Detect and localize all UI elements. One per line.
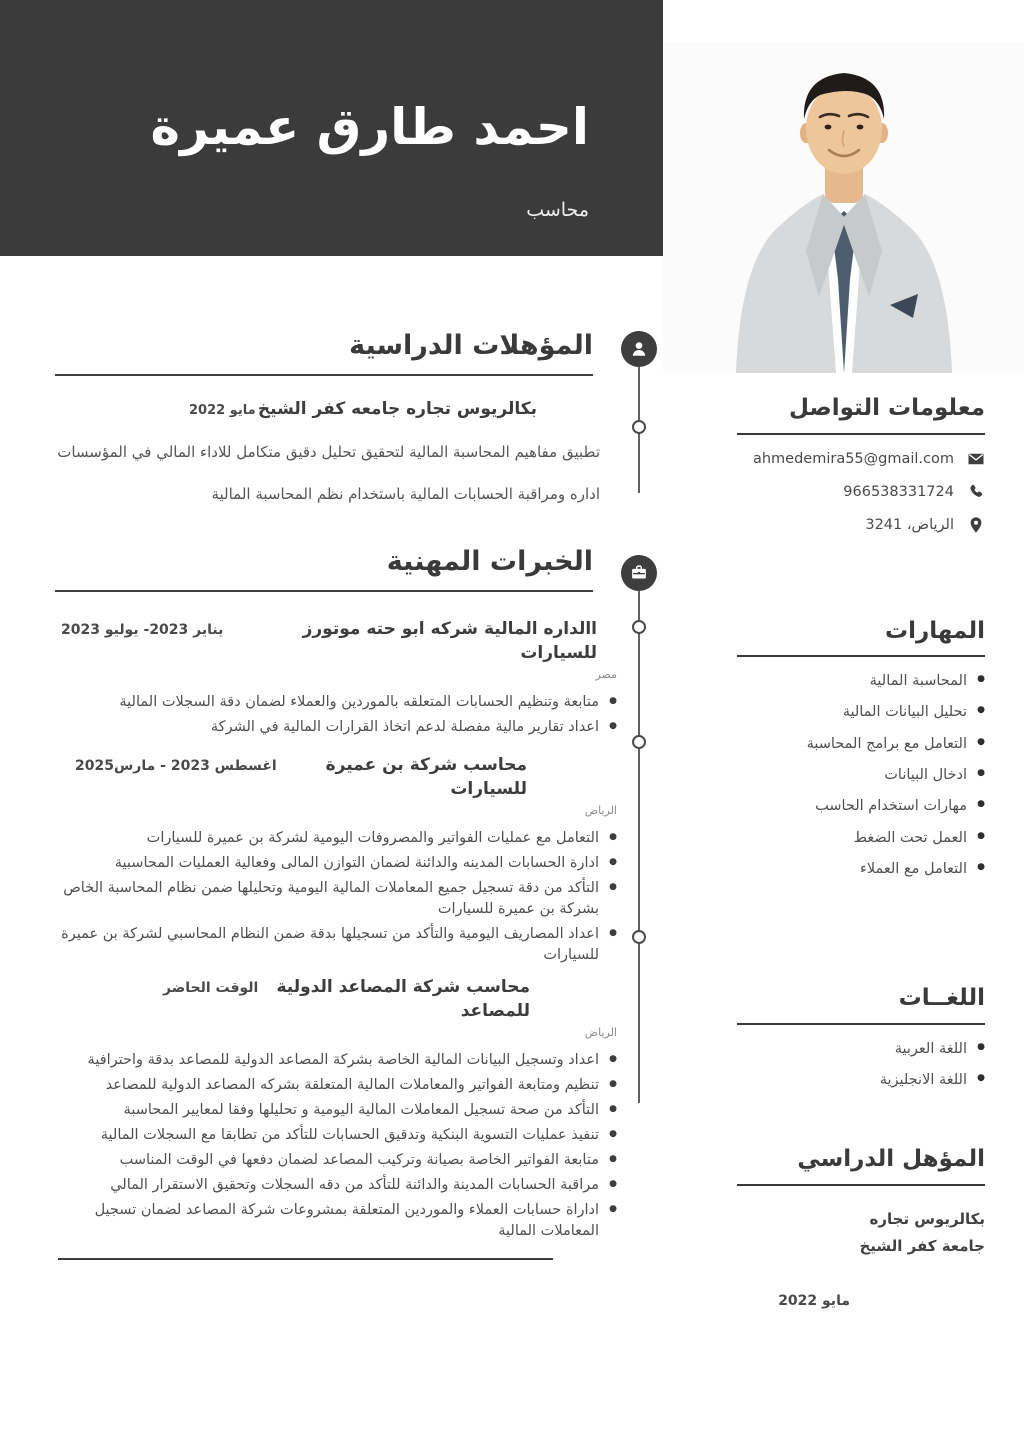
- contact-list: [737, 450, 985, 534]
- main-column: [55, 330, 617, 1260]
- sidebar-university: جامعة كفر الشيخ: [859, 1236, 985, 1255]
- sidebar-education-date: مايو 2022: [778, 1293, 850, 1310]
- job-bullet-list: [55, 828, 617, 966]
- header-text-block: [151, 100, 589, 221]
- sidebar-title-contact: معلومات التواصل: [737, 395, 985, 435]
- timeline-dot-job-3: [632, 930, 646, 944]
- job-bullet: ● تنظيم ومتابعة الفواتير والمعاملات المالية المتعلقة بشركه المصاعد الدولية للمصاعد: [55, 1075, 617, 1096]
- language-item: ● اللغة الانجليزية: [737, 1070, 985, 1090]
- job-bullet: ● تنفيذ عمليات التسوية البنكية وتدقيق الحسابات للتأكد من تطابقا مع السجلات المالية: [55, 1125, 617, 1146]
- degree-date: مايو 2022: [189, 403, 256, 419]
- map-pin-icon: [967, 516, 985, 534]
- section-title-education: المؤهلات الدراسية: [55, 330, 593, 376]
- skill-item: ● المحاسبة المالية: [737, 671, 985, 691]
- sidebar: [737, 395, 985, 1309]
- job-header-row: [55, 618, 617, 666]
- education-detail: تطبيق مفاهيم المحاسبة المالية لتحقيق تحليل دقيق متكامل للاداء المالي في المؤسسات: [57, 443, 600, 462]
- contact-email: ahmedemira55@gmail.com: [752, 450, 954, 467]
- skill-item: ● العمل تحت الضغط: [737, 828, 985, 848]
- job-date: اغسطس 2023 - مارس2025: [75, 758, 277, 774]
- job-bullet-list: [55, 692, 617, 738]
- job-bullet: ● مراقبة الحسابات المدينة والدائنة للتأكد من دقه السجلات وتحقيق الاستقرار المالي: [55, 1175, 617, 1196]
- timeline-dot-job-2: [632, 735, 646, 749]
- languages-list: [737, 1039, 985, 1091]
- contact-address: الرياض، 3241: [865, 516, 954, 533]
- job-entry-2: [55, 754, 617, 966]
- job-bullet: ● اداراة حسابات العملاء والموردين المتعلقة بمشروعات شركة المصاعد لضمان تسجيل المعاملات المالية: [55, 1200, 617, 1242]
- timeline-line-experience: [638, 591, 640, 1103]
- job-title: محاسب: [526, 199, 589, 221]
- job-location: الرياض: [584, 803, 617, 817]
- sidebar-title-education: المؤهل الدراسي: [737, 1146, 985, 1186]
- section-divider: [58, 1258, 553, 1260]
- education-detail: اداره ومراقبة الحسابات المالية باستخدام نظم المحاسبة المالية: [211, 484, 600, 503]
- job-bullet: ● اعداد وتسجيل البيانات المالية الخاصة بشركة المصاعد الدولية للمصاعد بدقة واحترافية: [55, 1050, 617, 1071]
- job-entry-1: [55, 618, 617, 738]
- job-bullet: ● ادارة الحسابات المدينه والدائنة لضمان التوازن المالى وفعالية العمليات المحاسبية: [55, 853, 617, 874]
- header-banner: [0, 0, 663, 256]
- timeline-dot-degree: [632, 420, 646, 434]
- job-header-row: [55, 976, 617, 1024]
- job-bullet-list: [55, 1050, 617, 1242]
- sidebar-title-skills: المهارات: [737, 618, 985, 658]
- language-item: ● اللغة العربية: [737, 1039, 985, 1059]
- job-location: الرياض: [584, 1025, 617, 1039]
- skill-item: ● ادخال البيانات: [737, 765, 985, 785]
- degree-row: [55, 398, 617, 422]
- skill-item: ● مهارات استخدام الحاسب: [737, 796, 985, 816]
- job-bullet: ● متابعة وتنظيم الحسابات المتعلقه بالموردين والعملاء لضمان دقة السجلات المالية: [55, 692, 617, 713]
- skill-item: ● التعامل مع برامج المحاسبة: [737, 734, 985, 754]
- contact-row-address: [737, 516, 985, 534]
- skills-list: [737, 671, 985, 879]
- person-name: احمد طارق عميرة: [150, 98, 589, 156]
- job-entry-3: [55, 976, 617, 1242]
- person-icon: [621, 331, 657, 367]
- section-title-experience: الخبرات المهنية: [55, 546, 593, 592]
- job-title-text: محاسب شركة بن عميرة للسيارات: [325, 755, 527, 799]
- job-date: الوقت الحاضر: [163, 979, 259, 996]
- sidebar-degree: بكالريوس تجاره: [869, 1210, 985, 1229]
- profile-photo: [663, 42, 1024, 373]
- contact-row-phone: [737, 483, 985, 501]
- contact-row-email: [737, 450, 985, 468]
- skill-item: ● تحليل البيانات المالية: [737, 702, 985, 722]
- skill-item: ● التعامل مع العملاء: [737, 859, 985, 879]
- briefcase-icon: [621, 555, 657, 591]
- job-bullet: ● اعداد تقارير مالية مفصلة لدعم اتخاذ القرارات المالية في الشركة: [55, 717, 617, 738]
- timeline-dot-job-1: [632, 620, 646, 634]
- phone-icon: [967, 483, 985, 501]
- job-bullet: ● اعداد المصاريف اليومية والتأكد من تسجيلها بدقة ضمن النظام المحاسبي لشركة بن عميرة للسيارات: [55, 924, 617, 966]
- job-title-text: االداره المالية شركه ابو حته موتورز للسيارات: [302, 619, 597, 663]
- portrait-illustration: [719, 53, 969, 373]
- sidebar-title-languages: اللغــات: [737, 985, 985, 1025]
- job-bullet: ● التعامل مع عمليات الفواتير والمصروفات اليومية لشركة بن عميرة للسيارات: [55, 828, 617, 849]
- job-date: يناير 2023- يوليو 2023: [61, 622, 224, 639]
- job-title-text: محاسب شركة المصاعد الدولية للمصاعد: [276, 976, 530, 1021]
- job-bullet: ● التأكد من دقة تسجيل جميع المعاملات المالية اليومية وتحليلها ضمن نظام المحاسبة الخاص بشركة بن عميرة للسيارات: [55, 878, 617, 920]
- envelope-icon: [967, 450, 985, 468]
- degree-title: بكالريوس تجاره جامعه كفر الشيخ: [257, 399, 537, 420]
- job-bullet: ● التأكد من صحة تسجيل المعاملات المالية اليومية و تحليلها وفقا لمعايير المحاسبة: [55, 1100, 617, 1121]
- job-bullet: ● متابعة الفواتير الخاصة بصيانة وتركيب المصاعد لضمان دفعها في الوقت المناسب: [55, 1150, 617, 1171]
- job-header-row: [55, 754, 617, 802]
- job-location: مصر: [595, 667, 617, 681]
- contact-phone: 966538331724: [843, 483, 954, 500]
